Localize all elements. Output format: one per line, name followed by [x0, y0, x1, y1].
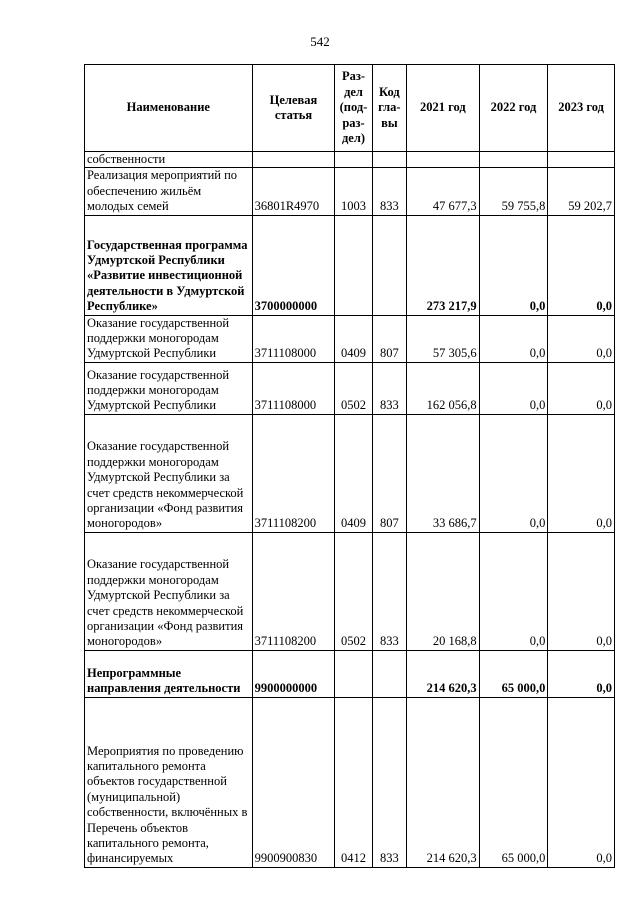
table-row [85, 215, 615, 315]
row-name: Непрограммные направления деятельности [85, 650, 253, 697]
header-2021: 2021 год [407, 65, 480, 152]
row-amount-2022: 0,0 [479, 414, 548, 532]
row-amount-2023 [548, 152, 615, 168]
table-row [85, 362, 615, 414]
row-target-article: 3711108200 [252, 414, 335, 532]
row-section: 0412 [335, 697, 372, 867]
page-number: 542 [310, 34, 330, 49]
row-amount-2023: 0,0 [548, 650, 615, 697]
header-section: Раз-дел (под-раз-дел) [335, 65, 372, 152]
row-name: Государственная программа Удмуртской Республики «Развитие инвестиционной деятельности в Удмуртской Республике» [85, 215, 253, 315]
table-row [85, 414, 615, 532]
header-target: Целевая статья [252, 65, 335, 152]
row-section: 0502 [335, 362, 372, 414]
header-2022: 2022 год [479, 65, 548, 152]
table-header-row [85, 65, 615, 152]
header-2023: 2023 год [548, 65, 615, 152]
row-section: 1003 [335, 168, 372, 215]
row-chapter-code: 833 [372, 362, 406, 414]
row-chapter-code: 833 [372, 697, 406, 867]
row-amount-2022: 65 000,0 [479, 697, 548, 867]
table-row [85, 152, 615, 168]
table-row [85, 315, 615, 362]
row-amount-2021: 33 686,7 [407, 414, 480, 532]
row-chapter-code: 833 [372, 532, 406, 650]
row-amount-2022: 0,0 [479, 215, 548, 315]
row-amount-2021 [407, 152, 480, 168]
row-chapter-code [372, 215, 406, 315]
table-row [85, 532, 615, 650]
row-target-article: 36801R4970 [252, 168, 335, 215]
row-amount-2023: 0,0 [548, 532, 615, 650]
row-amount-2023: 0,0 [548, 362, 615, 414]
row-amount-2022: 0,0 [479, 362, 548, 414]
row-amount-2023: 59 202,7 [548, 168, 615, 215]
row-amount-2021: 214 620,3 [407, 650, 480, 697]
row-name: Реализация мероприятий по обеспечению жильём молодых семей [85, 168, 253, 215]
row-amount-2021: 47 677,3 [407, 168, 480, 215]
row-section: 0502 [335, 532, 372, 650]
row-chapter-code: 833 [372, 168, 406, 215]
row-chapter-code: 807 [372, 315, 406, 362]
row-amount-2023: 0,0 [548, 697, 615, 867]
row-chapter-code [372, 650, 406, 697]
row-amount-2022: 0,0 [479, 532, 548, 650]
row-amount-2021: 20 168,8 [407, 532, 480, 650]
row-name: Оказание государственной поддержки моногородам Удмуртской Республики [85, 315, 253, 362]
row-name: Мероприятия по проведению капитального ремонта объектов государственной (муниципальной) собственности, включённых в Перечень объектов капитального ремонта, финансируемых [85, 697, 253, 867]
row-section: 0409 [335, 414, 372, 532]
header-name: Наименование [85, 65, 253, 152]
row-name: Оказание государственной поддержки моногородам Удмуртской Республики [85, 362, 253, 414]
table-row [85, 168, 615, 215]
row-amount-2021: 214 620,3 [407, 697, 480, 867]
row-amount-2021: 162 056,8 [407, 362, 480, 414]
row-target-article [252, 152, 335, 168]
row-name: Оказание государственной поддержки моногородам Удмуртской Республики за счет средств некоммерческой организации «Фонд развития моногородов» [85, 532, 253, 650]
row-target-article: 3700000000 [252, 215, 335, 315]
row-target-article: 3711108000 [252, 362, 335, 414]
row-target-article: 9900000000 [252, 650, 335, 697]
row-name: собственности [85, 152, 253, 168]
table-row [85, 650, 615, 697]
row-section: 0409 [335, 315, 372, 362]
row-amount-2023: 0,0 [548, 315, 615, 362]
header-code: Код гла-вы [372, 65, 406, 152]
budget-table [84, 64, 615, 868]
table-body [85, 152, 615, 868]
row-chapter-code [372, 152, 406, 168]
row-section [335, 152, 372, 168]
row-amount-2021: 57 305,6 [407, 315, 480, 362]
row-chapter-code: 807 [372, 414, 406, 532]
row-amount-2022: 65 000,0 [479, 650, 548, 697]
row-amount-2022: 0,0 [479, 315, 548, 362]
row-section [335, 215, 372, 315]
row-target-article: 3711108200 [252, 532, 335, 650]
row-amount-2022 [479, 152, 548, 168]
row-amount-2022: 59 755,8 [479, 168, 548, 215]
row-amount-2023: 0,0 [548, 414, 615, 532]
row-section [335, 650, 372, 697]
table-row [85, 697, 615, 867]
row-amount-2023: 0,0 [548, 215, 615, 315]
row-target-article: 9900900830 [252, 697, 335, 867]
row-amount-2021: 273 217,9 [407, 215, 480, 315]
row-name: Оказание государственной поддержки моногородам Удмуртской Республики за счет средств некоммерческой организации «Фонд развития моногородов» [85, 414, 253, 532]
row-target-article: 3711108000 [252, 315, 335, 362]
